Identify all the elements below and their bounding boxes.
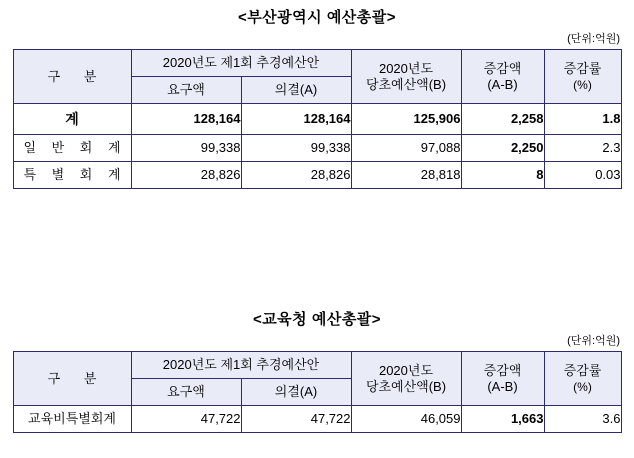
row-label: 계 — [13, 104, 131, 135]
column-header-supplement-group: 2020년도 제1회 추경예산안 — [131, 50, 351, 77]
column-header-rate — [544, 352, 621, 406]
table-body — [13, 104, 621, 189]
column-header-resolved: 의결(A) — [241, 77, 351, 104]
column-header-original-budget-line1: 2020년도 — [378, 60, 434, 76]
column-header-original-budget — [351, 352, 461, 406]
cell-rate: 0.03 — [544, 162, 621, 189]
column-header-resolved: 의결(A) — [241, 379, 351, 406]
table-body — [13, 406, 621, 433]
column-header-original-budget-line2: 당초예산액(B) — [365, 378, 447, 394]
budget-section-busan — [0, 8, 634, 189]
budget-table-busan — [13, 49, 622, 189]
budget-table-education — [13, 351, 622, 433]
column-header-rate-line1: 증감률 — [563, 362, 602, 378]
cell-difference: 8 — [461, 162, 544, 189]
cell-request: 28,826 — [131, 162, 241, 189]
table-header — [13, 352, 621, 406]
column-header-rate — [544, 50, 621, 104]
column-header-difference-line1: 증감액 — [483, 60, 522, 76]
cell-original: 125,906 — [351, 104, 461, 135]
column-header-rate-line2: (%) — [573, 379, 592, 394]
cell-original: 28,818 — [351, 162, 461, 189]
column-header-request: 요구액 — [131, 77, 241, 104]
row-label: 일 반 회 계 — [13, 135, 131, 162]
cell-resolved: 28,826 — [241, 162, 351, 189]
page-title: <교육청 예산총괄> — [252, 311, 382, 328]
column-header-gubun: 구 분 — [13, 352, 131, 406]
budget-section-education — [0, 310, 634, 433]
row-label: 교육비특별회계 — [13, 406, 131, 433]
column-header-gubun: 구 분 — [13, 50, 131, 104]
column-header-request: 요구액 — [131, 379, 241, 406]
column-header-original-budget-line2: 당초예산액(B) — [365, 76, 447, 92]
table-row — [13, 162, 621, 189]
column-header-difference-line1: 증감액 — [483, 362, 522, 378]
cell-original: 97,088 — [351, 135, 461, 162]
cell-original: 46,059 — [351, 406, 461, 433]
column-header-difference — [461, 352, 544, 406]
column-header-supplement-group: 2020년도 제1회 추경예산안 — [131, 352, 351, 379]
cell-rate: 3.6 — [544, 406, 621, 433]
unit-note: (단위:억원) — [567, 33, 620, 45]
table-header-row-1 — [13, 352, 621, 379]
cell-resolved: 99,338 — [241, 135, 351, 162]
row-label: 특 별 회 계 — [13, 162, 131, 189]
table-row — [13, 104, 621, 135]
cell-resolved: 128,164 — [241, 104, 351, 135]
cell-resolved: 47,722 — [241, 406, 351, 433]
column-header-original-budget — [351, 50, 461, 104]
table-header — [13, 50, 621, 104]
cell-difference: 2,250 — [461, 135, 544, 162]
table-row — [13, 135, 621, 162]
table-header-row-1 — [13, 50, 621, 77]
unit-note: (단위:억원) — [567, 335, 620, 347]
column-header-difference-line2: (A-B) — [487, 378, 518, 394]
cell-rate: 1.8 — [544, 104, 621, 135]
page-title: <부산광역시 예산총괄> — [237, 9, 397, 26]
cell-rate: 2.3 — [544, 135, 621, 162]
cell-difference: 1,663 — [461, 406, 544, 433]
cell-difference: 2,258 — [461, 104, 544, 135]
column-header-rate-line1: 증감률 — [563, 60, 602, 76]
column-header-difference-line2: (A-B) — [487, 76, 518, 92]
column-header-rate-line2: (%) — [573, 77, 592, 92]
cell-request: 99,338 — [131, 135, 241, 162]
cell-request: 128,164 — [131, 104, 241, 135]
column-header-original-budget-line1: 2020년도 — [378, 362, 434, 378]
table-row — [13, 406, 621, 433]
cell-request: 47,722 — [131, 406, 241, 433]
column-header-difference — [461, 50, 544, 104]
